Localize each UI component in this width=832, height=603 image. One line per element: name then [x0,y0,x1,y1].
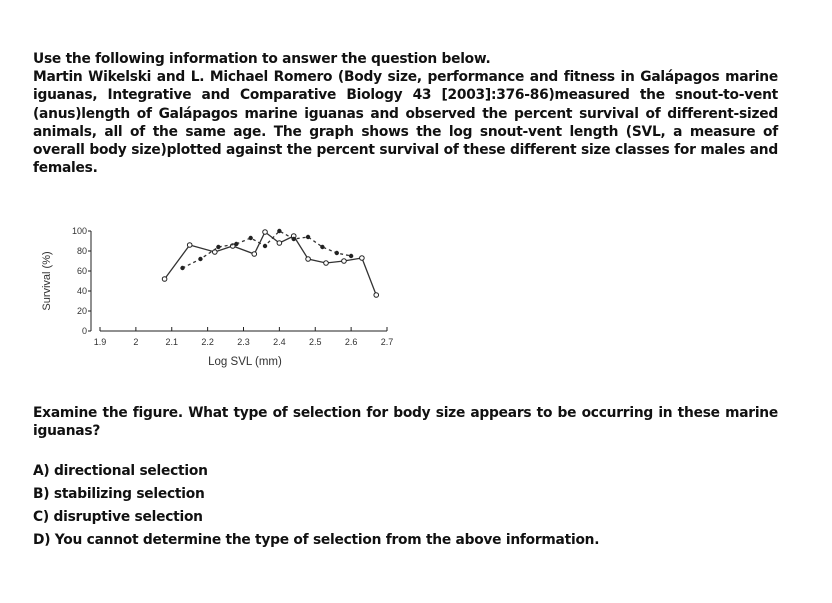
data-point-solid [263,230,268,235]
x-tick-label: 2.6 [344,337,358,347]
y-tick-label: 100 [71,226,87,236]
x-tick-label: 2 [133,337,139,347]
option-a[interactable]: A) directional selection [33,463,208,479]
data-point-solid [187,243,192,248]
data-point-dashed [335,251,339,255]
x-tick-label: 2.2 [201,337,214,347]
data-point-solid [252,252,257,257]
data-point-solid [324,261,329,266]
x-tick-label: 2.1 [165,337,179,347]
data-point-solid [342,259,347,264]
y-tick-label: 40 [76,286,87,296]
x-tick-label: 2.4 [273,337,286,347]
intro-body: Martin Wikelski and L. Michael Romero (Body size, performance and fitness in Galápagos marine iguanas, Integrative and Comparative Biology 43 [2003]:376-86)measured the snout-to-vent (anus)length of Galápagos marine iguanas and observed the percent survival of different-sized animals, all of the same age. The graph shows the log snout-vent length (SVL, a measure of overall body size)plotted against the percent survival of these different size classes for males and females. [33,69,778,177]
answer-options [33,460,599,552]
data-point-dashed [198,257,202,261]
data-point-dashed [248,236,252,240]
intro-text [33,50,778,177]
y-tick-label: 60 [76,266,87,276]
option-b[interactable]: B) stabilizing selection [33,486,205,502]
data-point-solid [213,250,218,255]
data-point-dashed [180,266,184,270]
option-c[interactable]: C) disruptive selection [33,509,203,525]
y-axis-label: Survival (%) [41,251,53,311]
option-d[interactable]: D) You cannot determine the type of selection from the above information. [33,532,600,548]
x-axis-label: Log SVL (mm) [208,356,282,368]
y-tick-label: 80 [76,246,87,256]
data-point-solid [162,277,167,282]
y-tick-label: 20 [76,306,87,316]
survival-chart [30,218,405,388]
data-point-dashed [277,229,281,233]
data-point-dashed [306,235,310,239]
intro-lead: Use the following information to answer the question below. [33,51,491,67]
data-point-dashed [349,254,353,258]
data-point-dashed [292,237,296,241]
data-point-solid [306,257,311,262]
x-tick-label: 2.5 [308,337,322,347]
data-point-solid [277,241,282,246]
data-point-dashed [320,245,324,249]
y-tick-label: 0 [81,326,87,336]
data-point-solid [360,256,365,261]
x-tick-label: 1.9 [93,337,107,347]
data-point-dashed [234,242,238,246]
data-point-dashed [263,244,267,248]
data-point-solid [374,293,379,298]
x-tick-label: 2.7 [380,337,394,347]
x-tick-label: 2.3 [237,337,250,347]
data-point-dashed [216,245,220,249]
question-text: Examine the figure. What type of selection for body size appears to be occurring in these marine iguanas? [33,405,778,440]
